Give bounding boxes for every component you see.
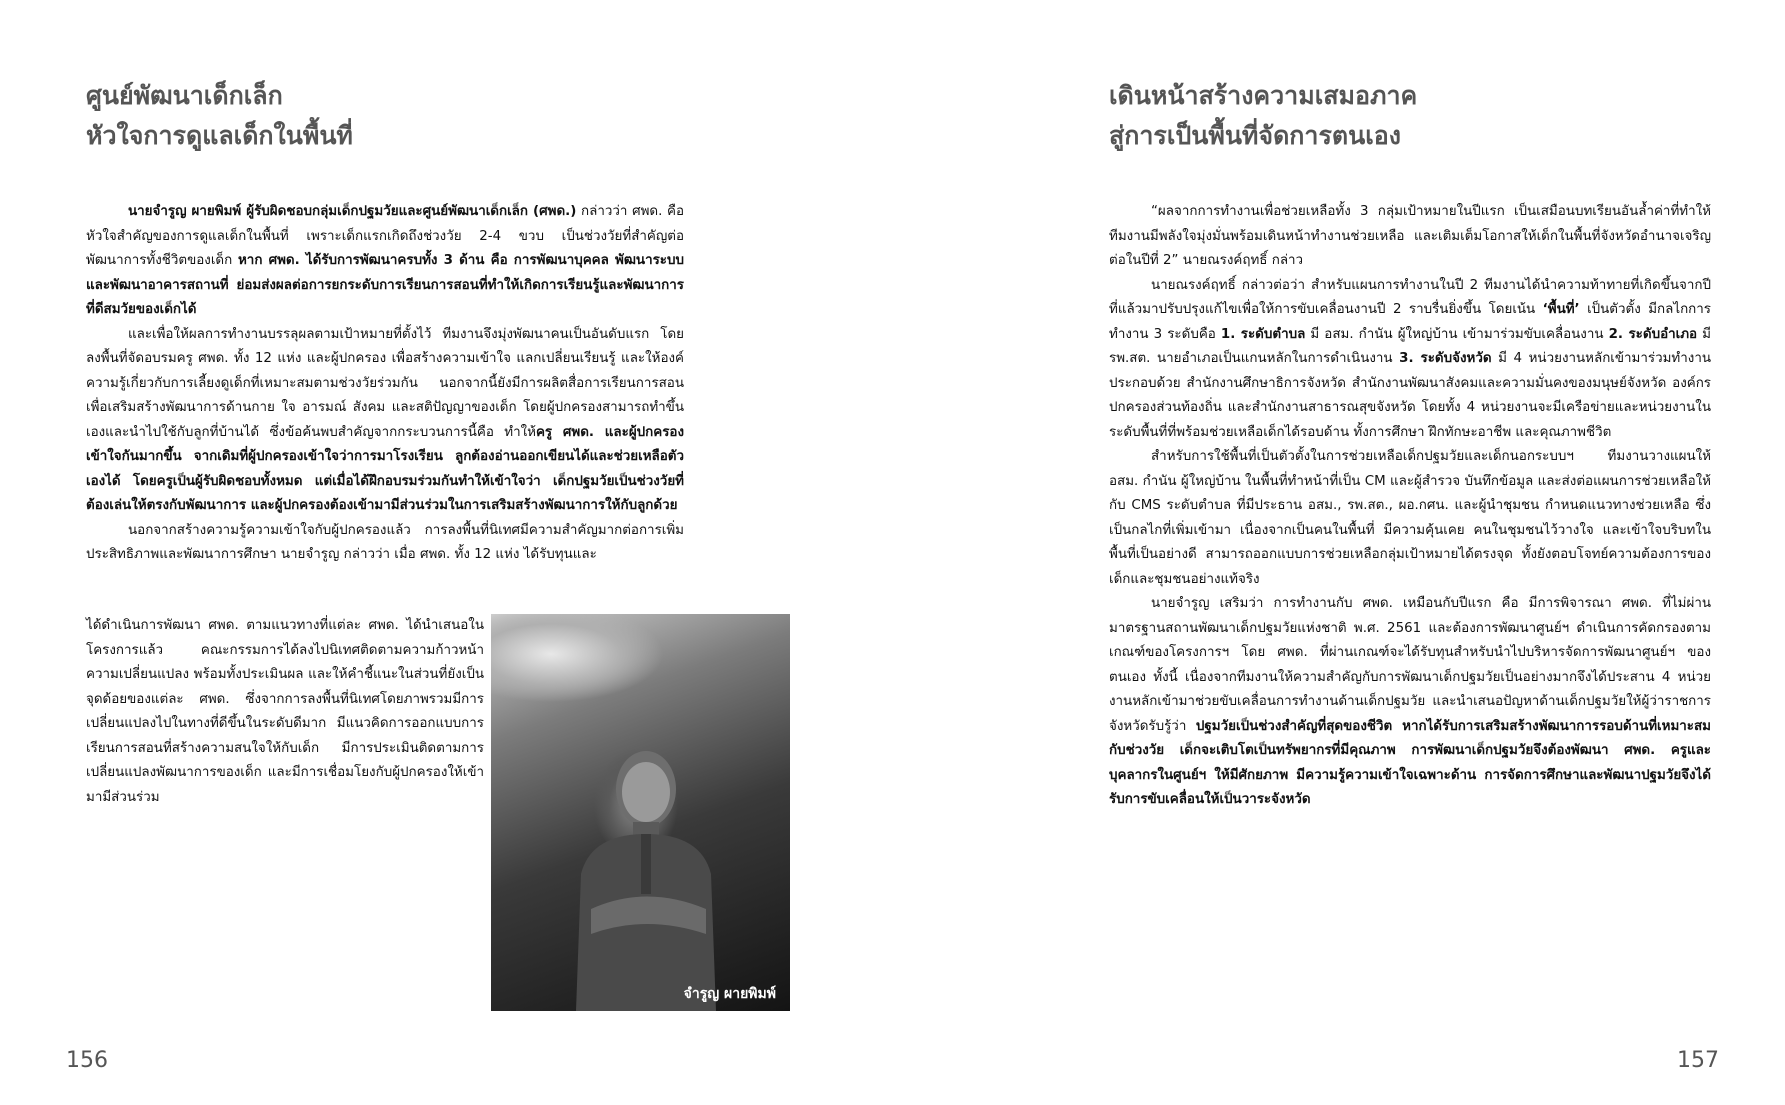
page-number-left: 156 <box>66 1048 108 1073</box>
left-paragraph-3a: นอกจากสร้างความรู้ความเข้าใจกับผู้ปกครองแล้ว การลงพื้นที่นิเทศมีความสำคัญมากต่อการเพิ่มประสิทธิภาพและพัฒนาการศึกษา นายจำรูญ กล่าวว่า เมื่อ ศพด. ทั้ง 12 แห่ง ได้รับทุนและ <box>86 522 684 562</box>
left-paragraph-1 <box>86 200 684 323</box>
left-paragraph-3b: ได้ดำเนินการพัฒนา ศพด. ตามแนวทางที่แต่ละ ศพด. ได้นำเสนอในโครงการแล้ว คณะกรรมการได้ลงไปนิเทศติดตามความก้าวหน้า ความเปลี่ยนแปลง พร้อมทั้งประเมินผล และให้คำชี้แนะในส่วนที่ยังเป็นจุดด้อยของแต่ละ ศพด. ซึ่งจากการลงพื้นที่นิเทศโดยภาพรวมมีการเปลี่ยนแปลงไปในทางที่ดีขึ้นในระดับดีมาก มีแนวคิดการออกแบบการเรียนการสอนที่สร้างความสนใจให้กับเด็ก มีการประเมินติดตามการเปลี่ยนแปลงพัฒนาการของเด็ก และมีการเชื่อมโยงกับผู้ปกครองให้เข้ามามีส่วนร่วม <box>86 618 484 805</box>
right-p2-b2: 1. ระดับตำบล <box>1220 326 1306 342</box>
right-p2-b3: 2. ระดับอำเภอ <box>1608 326 1698 342</box>
left-body-wrap <box>86 614 484 810</box>
right-p2-t1: นายณรงค์ฤทธิ์ กล่าวต่อว่า สำหรับแผนการทำงานในปี 2 ทีมงานได้นำความท้าทายที่เกิดขึ้นจากปีที่แล้วมาปรับปรุงแก้ไขเพื่อให้การขับเคลื่อนงานปี 2 ราบรื่นยิ่งขึ้น โดยเน้น <box>1109 277 1711 317</box>
left-paragraph-2 <box>86 323 684 519</box>
portrait-photo <box>491 614 790 1011</box>
right-p2-t3: มี อสม. กำนัน ผู้ใหญ่บ้าน เข้ามาร่วมขับเคลื่อนงาน <box>1305 326 1609 342</box>
right-p4-t1: นายจำรูญ เสริมว่า การทำงานกับ ศพด. เหมือนกับปีแรก คือ มีการพิจารณา ศพด. ที่ไม่ผ่านมาตรฐานสถานพัฒนาเด็กปฐมวัยแห่งชาติ พ.ศ. 2561 และต้องการพัฒนาศูนย์ฯ ดำเนินการคัดกรองตามเกณฑ์ของโครงการฯ โดย ศพด. ที่ผ่านเกณฑ์จะได้รับทุนสำหรับนำไปบริหารจัดการพัฒนาศูนย์ฯ ของตนเอง ทั้งนี้ เนื่องจากทีมงานให้ความสำคัญกับการพัฒนาเด็กปฐมวัยเป็นอย่างมากจึงได้ประสาน 4 หน่วยงานหลักเข้ามาช่วยขับเคลื่อนการทำงานด้านเด็กปฐมวัย และนำเสนอปัญหาด้านเด็กปฐมวัยให้ผู้ว่าราชการจังหวัดรับรู้ว่า <box>1109 596 1711 734</box>
right-p2-t4: มี รพ.สต. นายอำเภอเป็นแกนหลักในการดำเนินงาน <box>1109 326 1711 366</box>
left-p1-text-1: กล่าวว่า ศพด. คือ หัวใจสำคัญของการดูแลเด็กในพื้นที่ เพราะเด็กแรกเกิดถึงช่วงวัย 2-4 ขวบ เป็นช่วงวัยที่สำคัญต่อพัฒนาการทั้งชีวิตของเด็ก <box>86 204 684 268</box>
page-number-right: 157 <box>1677 1048 1719 1073</box>
left-p2-bold-1: ครู ศพด. และผู้ปกครองเข้าใจกันมากขึ้น จากเดิมที่ผู้ปกครองเข้าใจว่าการมาโรงเรียน ลูกต้องอ่านออกเขียนได้และช่วยเหลือตัวเองได้ โดยครูเป็นผู้รับผิดชอบทั้งหมด แต่เมื่อได้ฝึกอบรมร่วมกันทำให้เข้าใจว่า เด็กปฐมวัยเป็นช่วงวัยที่ต้องเล่นให้ตรงกับพัฒนาการ และผู้ปกครองต้องเข้ามามีส่วนร่วมในการเสริมสร้างพัฒนาการให้กับลูกด้วย <box>86 424 684 513</box>
right-page <box>892 0 1785 1105</box>
right-paragraph-3: สำหรับการใช้พื้นที่เป็นตัวตั้งในการช่วยเหลือเด็กปฐมวัยและเด็กนอกระบบฯ ทีมงานวางแผนให้ อสม. กำนัน ผู้ใหญ่บ้าน ในพื้นที่ทำหน้าที่เป็น CM และผู้สำรวจ บันทึกข้อมูล และส่งต่อแผนการช่วยเหลือให้กับ CMS ระดับตำบล ที่มีประธาน อสม., รพ.สต., ผอ.กศน. และผู้นำชุมชน กำหนดแนวทางช่วยเหลือ ซึ่งเป็นกลไกที่เพิ่มเข้ามา เนื่องจากเป็นคนในพื้นที่ มีความคุ้นเคย คนในชุมชนไว้วางใจ และเข้าใจบริบทในพื้นที่เป็นอย่างดี สามารถออกแบบการช่วยเหลือกลุ่มเป้าหมายได้ตรงจุด ทั้งยังตอบโจทย์ความต้องการของเด็กและชุมชนอย่างแท้จริง <box>1109 449 1711 587</box>
right-paragraph-4 <box>1109 592 1711 813</box>
left-p2-text-1: และเพื่อให้ผลการทำงานบรรลุผลตามเป้าหมายที่ตั้งไว้ ทีมงานจึงมุ่งพัฒนาคนเป็นอันดับแรก โดยลงพื้นที่จัดอบรมครู ศพด. ทั้ง 12 แห่ง และผู้ปกครอง เพื่อสร้างความเข้าใจ แลกเปลี่ยนเรียนรู้ และให้องค์ความรู้เกี่ยวกับการเลี้ยงดูเด็กที่เหมาะสมตามช่วงวัยร่วมกัน นอกจากนี้ยังมีการผลิตสื่อการเรียนการสอนเพื่อเสริมสร้างพัฒนาการด้านกาย ใจ อารมณ์ สังคม และสติปัญญาของเด็ก โดยผู้ปกครองสามารถทำขึ้นเองและนำไปใช้กับลูกที่บ้านได้ ซึ่งข้อค้นพบสำคัญจากกระบวนการนี้คือ ทำให้ <box>86 326 684 440</box>
right-p2-b4: 3. ระดับจังหวัด <box>1399 351 1492 366</box>
photo-caption: จำรูญ ผายพิมพ์ <box>683 986 776 1002</box>
left-p1-bold-2: หาก ศพด. ได้รับการพัฒนาครบทั้ง 3 ด้าน คือ การพัฒนาบุคคล พัฒนาระบบ และพัฒนาอาคารสถานที่ ย่อมส่งผลต่อการยกระดับการเรียนการสอนที่ทำให้เกิดการเรียนรู้และพัฒนาการที่ดีสมวัยของเด็กได้ <box>86 253 684 317</box>
right-p2-t5: มี 4 หน่วยงานหลักเข้ามาร่วมทำงาน ประกอบด้วย สำนักงานศึกษาธิการจังหวัด สำนักงานพัฒนาสังคมและความมั่นคงของมนุษย์จังหวัด องค์กรปกครองส่วนท้องถิ่น และสำนักงานสาธารณสุขจังหวัด โดยทั้ง 4 หน่วยงานจะมีเครือข่ายและหน่วยงานในระดับพื้นที่ที่พร้อมช่วยเหลือเด็กได้รอบด้าน ทั้งการศึกษา ฝึกทักษะอาชีพ และคุณภาพชีวิต <box>1109 351 1711 440</box>
right-title <box>1109 76 1417 156</box>
left-title <box>86 76 353 156</box>
left-title-line-2: หัวใจการดูแลเด็กในพื้นที่ <box>86 121 353 150</box>
left-p1-bold-1: นายจำรูญ ผายพิมพ์ ผู้รับผิดชอบกลุ่มเด็กปฐมวัยและศูนย์พัฒนาเด็กเล็ก (ศพด.) <box>128 204 577 219</box>
left-title-line-1: ศูนย์พัฒนาเด็กเล็ก <box>86 81 283 110</box>
right-p2-t2: เป็นตัวตั้ง มีกลไกการทำงาน 3 ระดับคือ <box>1109 302 1711 342</box>
left-body-top <box>86 200 684 568</box>
right-p4-b1: ปฐมวัยเป็นช่วงสำคัญที่สุดของชีวิต หากได้รับการเสริมสร้างพัฒนาการรอบด้านที่เหมาะสมกับช่วงวัย เด็กจะเติบโตเป็นทรัพยากรที่มีคุณภาพ การพัฒนาเด็กปฐมวัยจึงต้องพัฒนา ศพด. ครูและบุคลากรในศูนย์ฯ ให้มีศักยภาพ มีความรู้ความเข้าใจเฉพาะด้าน การจัดการศึกษาและพัฒนาปฐมวัยจึงได้รับการขับเคลื่อนให้เป็นวาระจังหวัด <box>1109 718 1711 807</box>
person-silhouette <box>571 734 721 1011</box>
left-page <box>0 0 892 1105</box>
right-paragraph-2 <box>1109 274 1711 446</box>
right-title-line-2: สู่การเป็นพื้นที่จัดการตนเอง <box>1109 121 1401 150</box>
right-p2-b1: ‘พื้นที่’ <box>1542 302 1580 317</box>
right-body <box>1109 200 1711 813</box>
right-paragraph-1: “ผลจากการทำงานเพื่อช่วยเหลือทั้ง 3 กลุ่มเป้าหมายในปีแรก เป็นเสมือนบทเรียนอันล้ำค่าที่ทำให้ทีมงานมีพลังใจมุ่งมั่นพร้อมเดินหน้าทำงานช่วยเหลือ และเติมเต็มโอกาสให้เด็กในพื้นที่จังหวัดอำนาจเจริญต่อในปีที่ 2” นายณรงค์ฤทธิ์ กล่าว <box>1109 204 1711 268</box>
right-title-line-1: เดินหน้าสร้างความเสมอภาค <box>1109 81 1418 110</box>
